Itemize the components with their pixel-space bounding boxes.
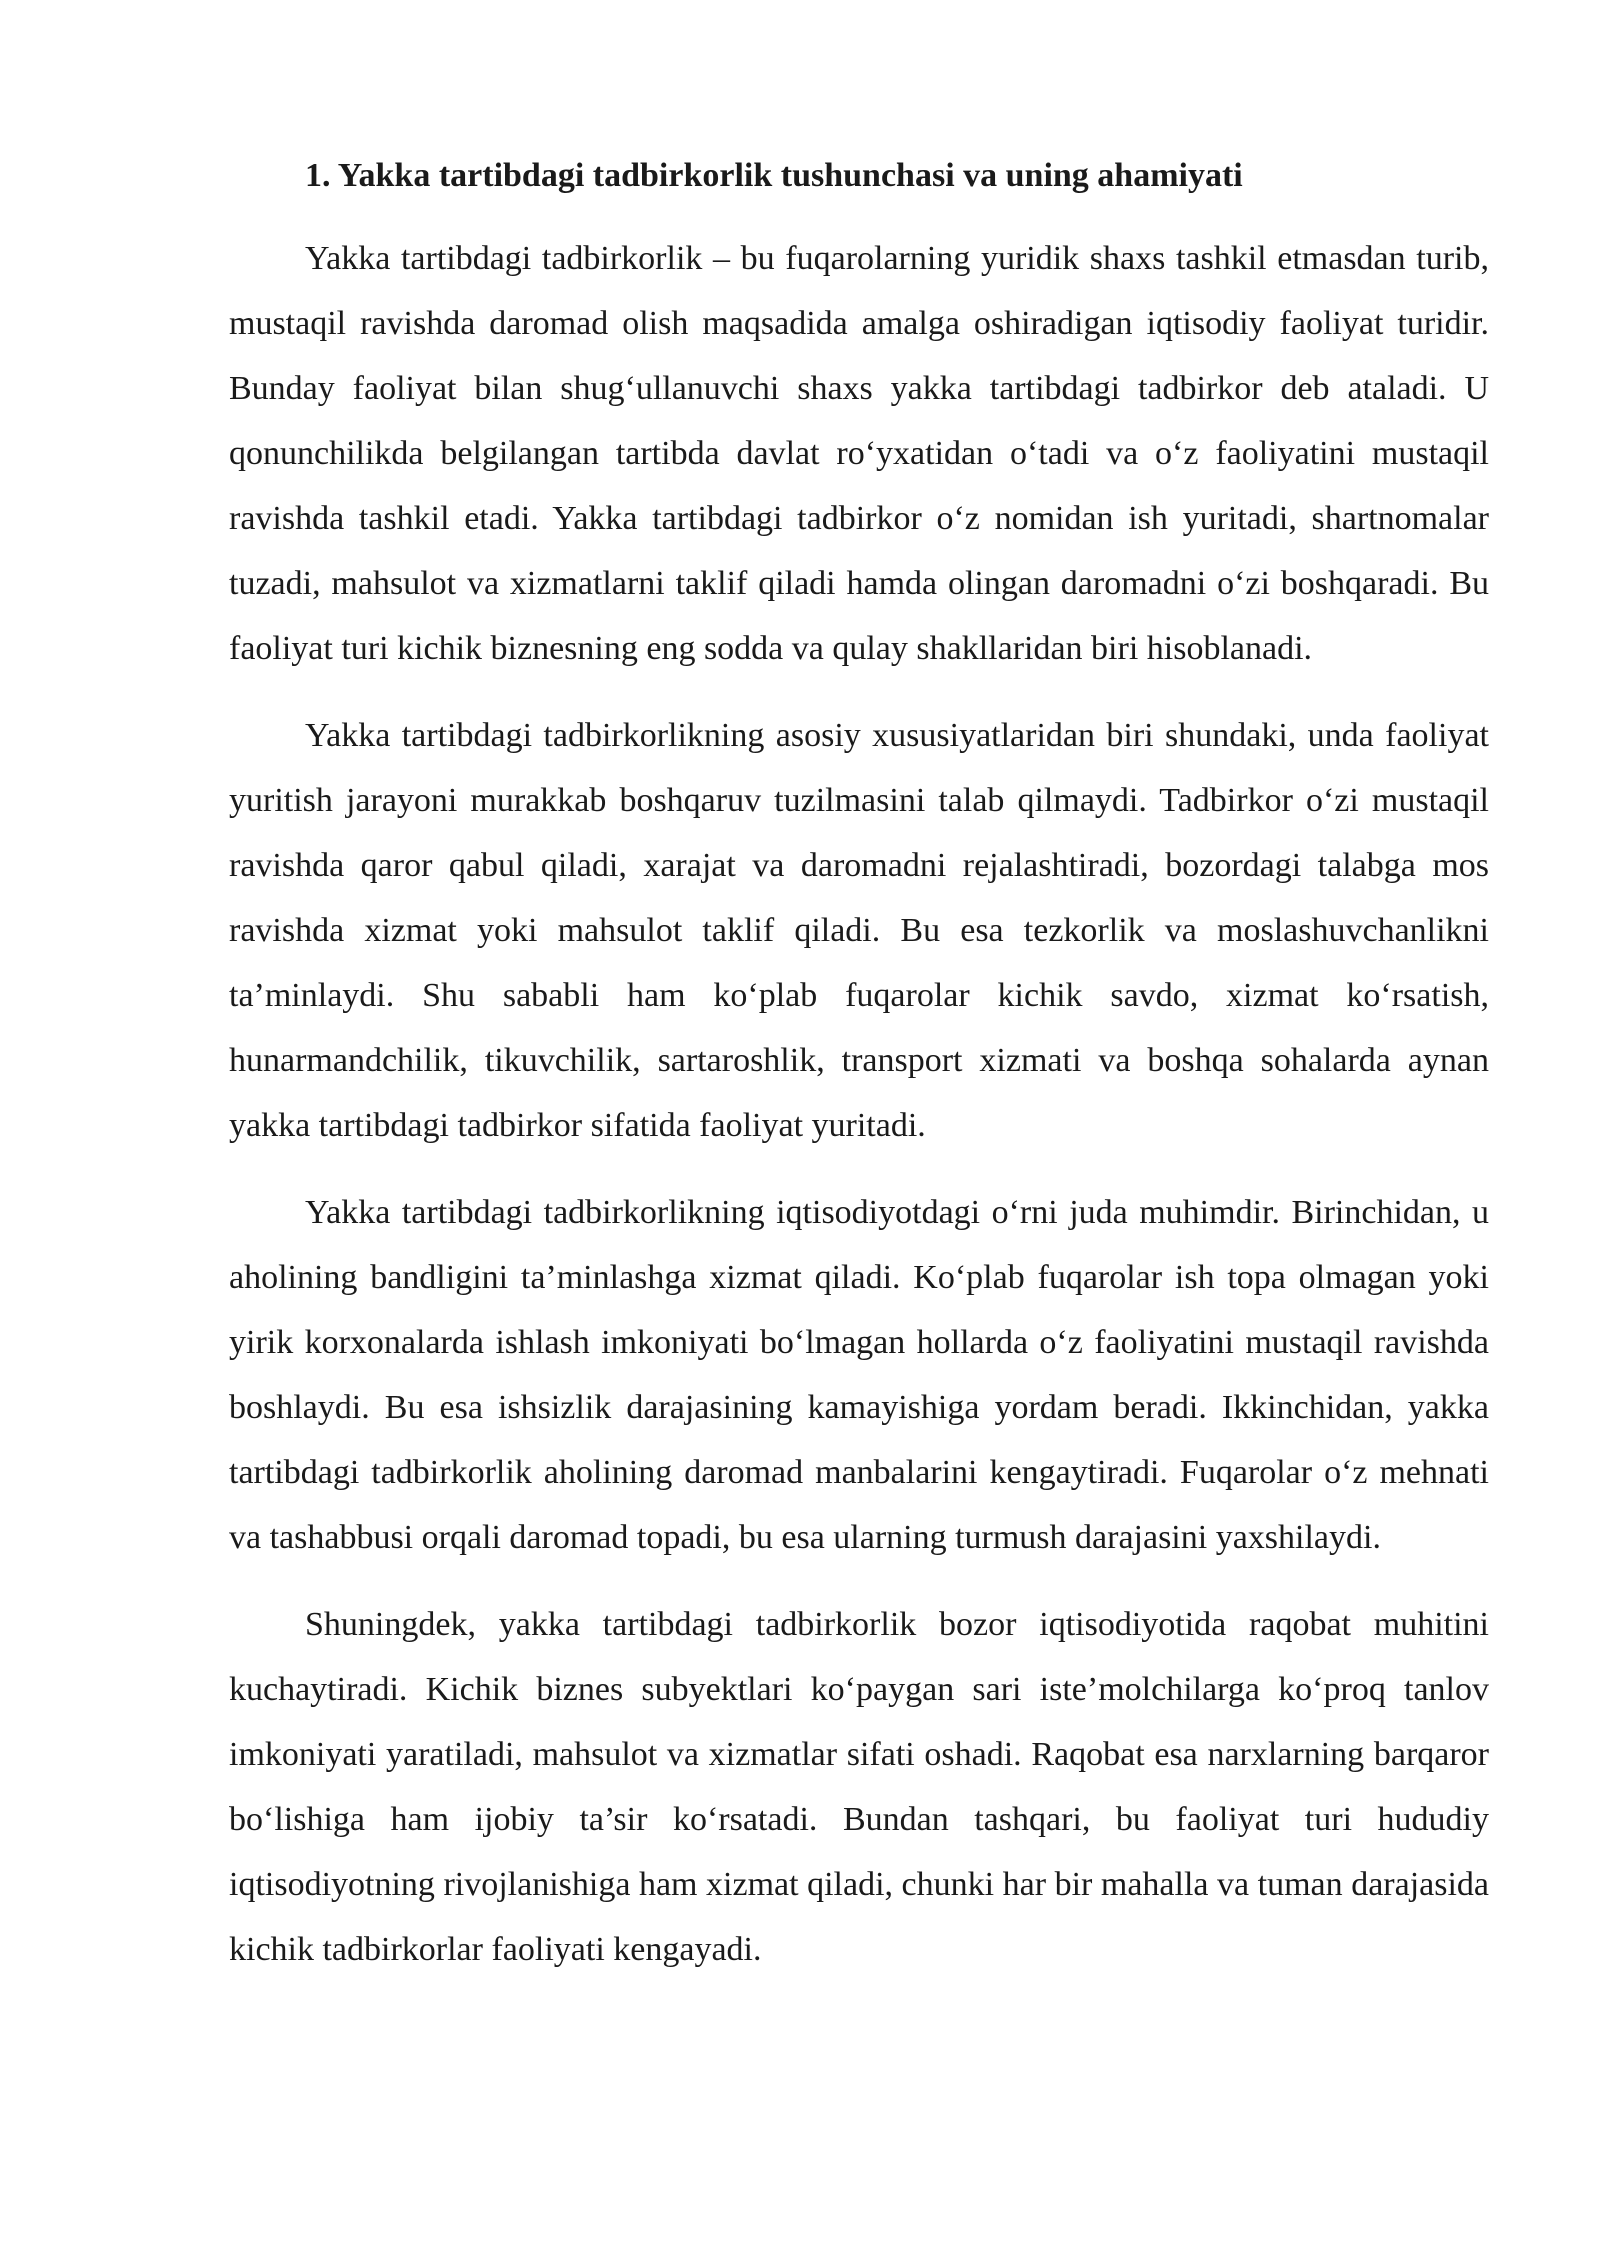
paragraph-definition: Yakka tartibdagi tadbirkorlik – bu fuqarolarning yuridik shaxs tashkil etmasdan turib, mustaqil ravishda daromad olish maqsadida amalga oshiradigan iqtisodiy faoliyat turidir. Bunday faoliyat bilan shug‘ullanuvchi shaxs yakka tartibdagi tadbirkor deb ataladi. U qonunchilikda belgilangan tartibda davlat ro‘yxatidan o‘tadi va o‘z faoliyatini mustaqil ravishda tashkil etadi. Yakka tartibdagi tadbirkor o‘z nomidan ish yuritadi, shartnomalar tuzadi, mahsulot va xizmatlarni taklif qiladi hamda olingan daromadni o‘zi boshqaradi. Bu faoliyat turi kichik biznesning eng sodda va qulay shakllaridan biri hisoblanadi.: [229, 240, 1489, 667]
paragraph-features: Yakka tartibdagi tadbirkorlikning asosiy xususiyatlaridan biri shundaki, unda faoliyat yuritish jarayoni murakkab boshqaruv tuzilmasini talab qilmaydi. Tadbirkor o‘zi mustaqil ravishda qaror qabul qiladi, xarajat va daromadni rejalashtiradi, bozordagi talabga mos ravishda xizmat yoki mahsulot taklif qiladi. Bu esa tezkorlik va moslashuvchanlikni ta’minlaydi. Shu sababli ham ko‘plab fuqarolar kichik savdo, xizmat ko‘rsatish, hunarmandchilik, tikuvchilik, sartaroshlik, transport xizmati va boshqa sohalarda aynan yakka tartibdagi tadbirkor sifatida faoliyat yuritadi.: [229, 717, 1489, 1144]
document-page: [229, 148, 1489, 2004]
paragraph-economic-role: Yakka tartibdagi tadbirkorlikning iqtisodiyotdagi o‘rni juda muhimdir. Birinchidan, u aholining bandligini ta’minlashga xizmat qiladi. Ko‘plab fuqarolar ish topa olmagan yoki yirik korxonalarda ishlash imkoniyati bo‘lmagan hollarda o‘z faoliyatini mustaqil ravishda boshlaydi. Bu esa ishsizlik darajasining kamayishiga yordam beradi. Ikkinchidan, yakka tartibdagi tadbirkorlik aholining daromad manbalarini kengaytiradi. Fuqarolar o‘z mehnati va tashabbusi orqali daromad topadi, bu esa ularning turmush darajasini yaxshilaydi.: [229, 1194, 1489, 1556]
section-heading: 1. Yakka tartibdagi tadbirkorlik tushunchasi va uning ahamiyati: [305, 157, 1243, 194]
paragraph-competition: Shuningdek, yakka tartibdagi tadbirkorlik bozor iqtisodiyotida raqobat muhitini kuchaytiradi. Kichik biznes subyektlari ko‘paygan sari iste’molchilarga ko‘proq tanlov imkoniyati yaratiladi, mahsulot va xizmatlar sifati oshadi. Raqobat esa narxlarning barqaror bo‘lishiga ham ijobiy ta’sir ko‘rsatadi. Bundan tashqari, bu faoliyat turi hududiy iqtisodiyotning rivojlanishiga ham xizmat qiladi, chunki har bir mahalla va tuman darajasida kichik tadbirkorlar faoliyati kengayadi.: [229, 1606, 1489, 1968]
